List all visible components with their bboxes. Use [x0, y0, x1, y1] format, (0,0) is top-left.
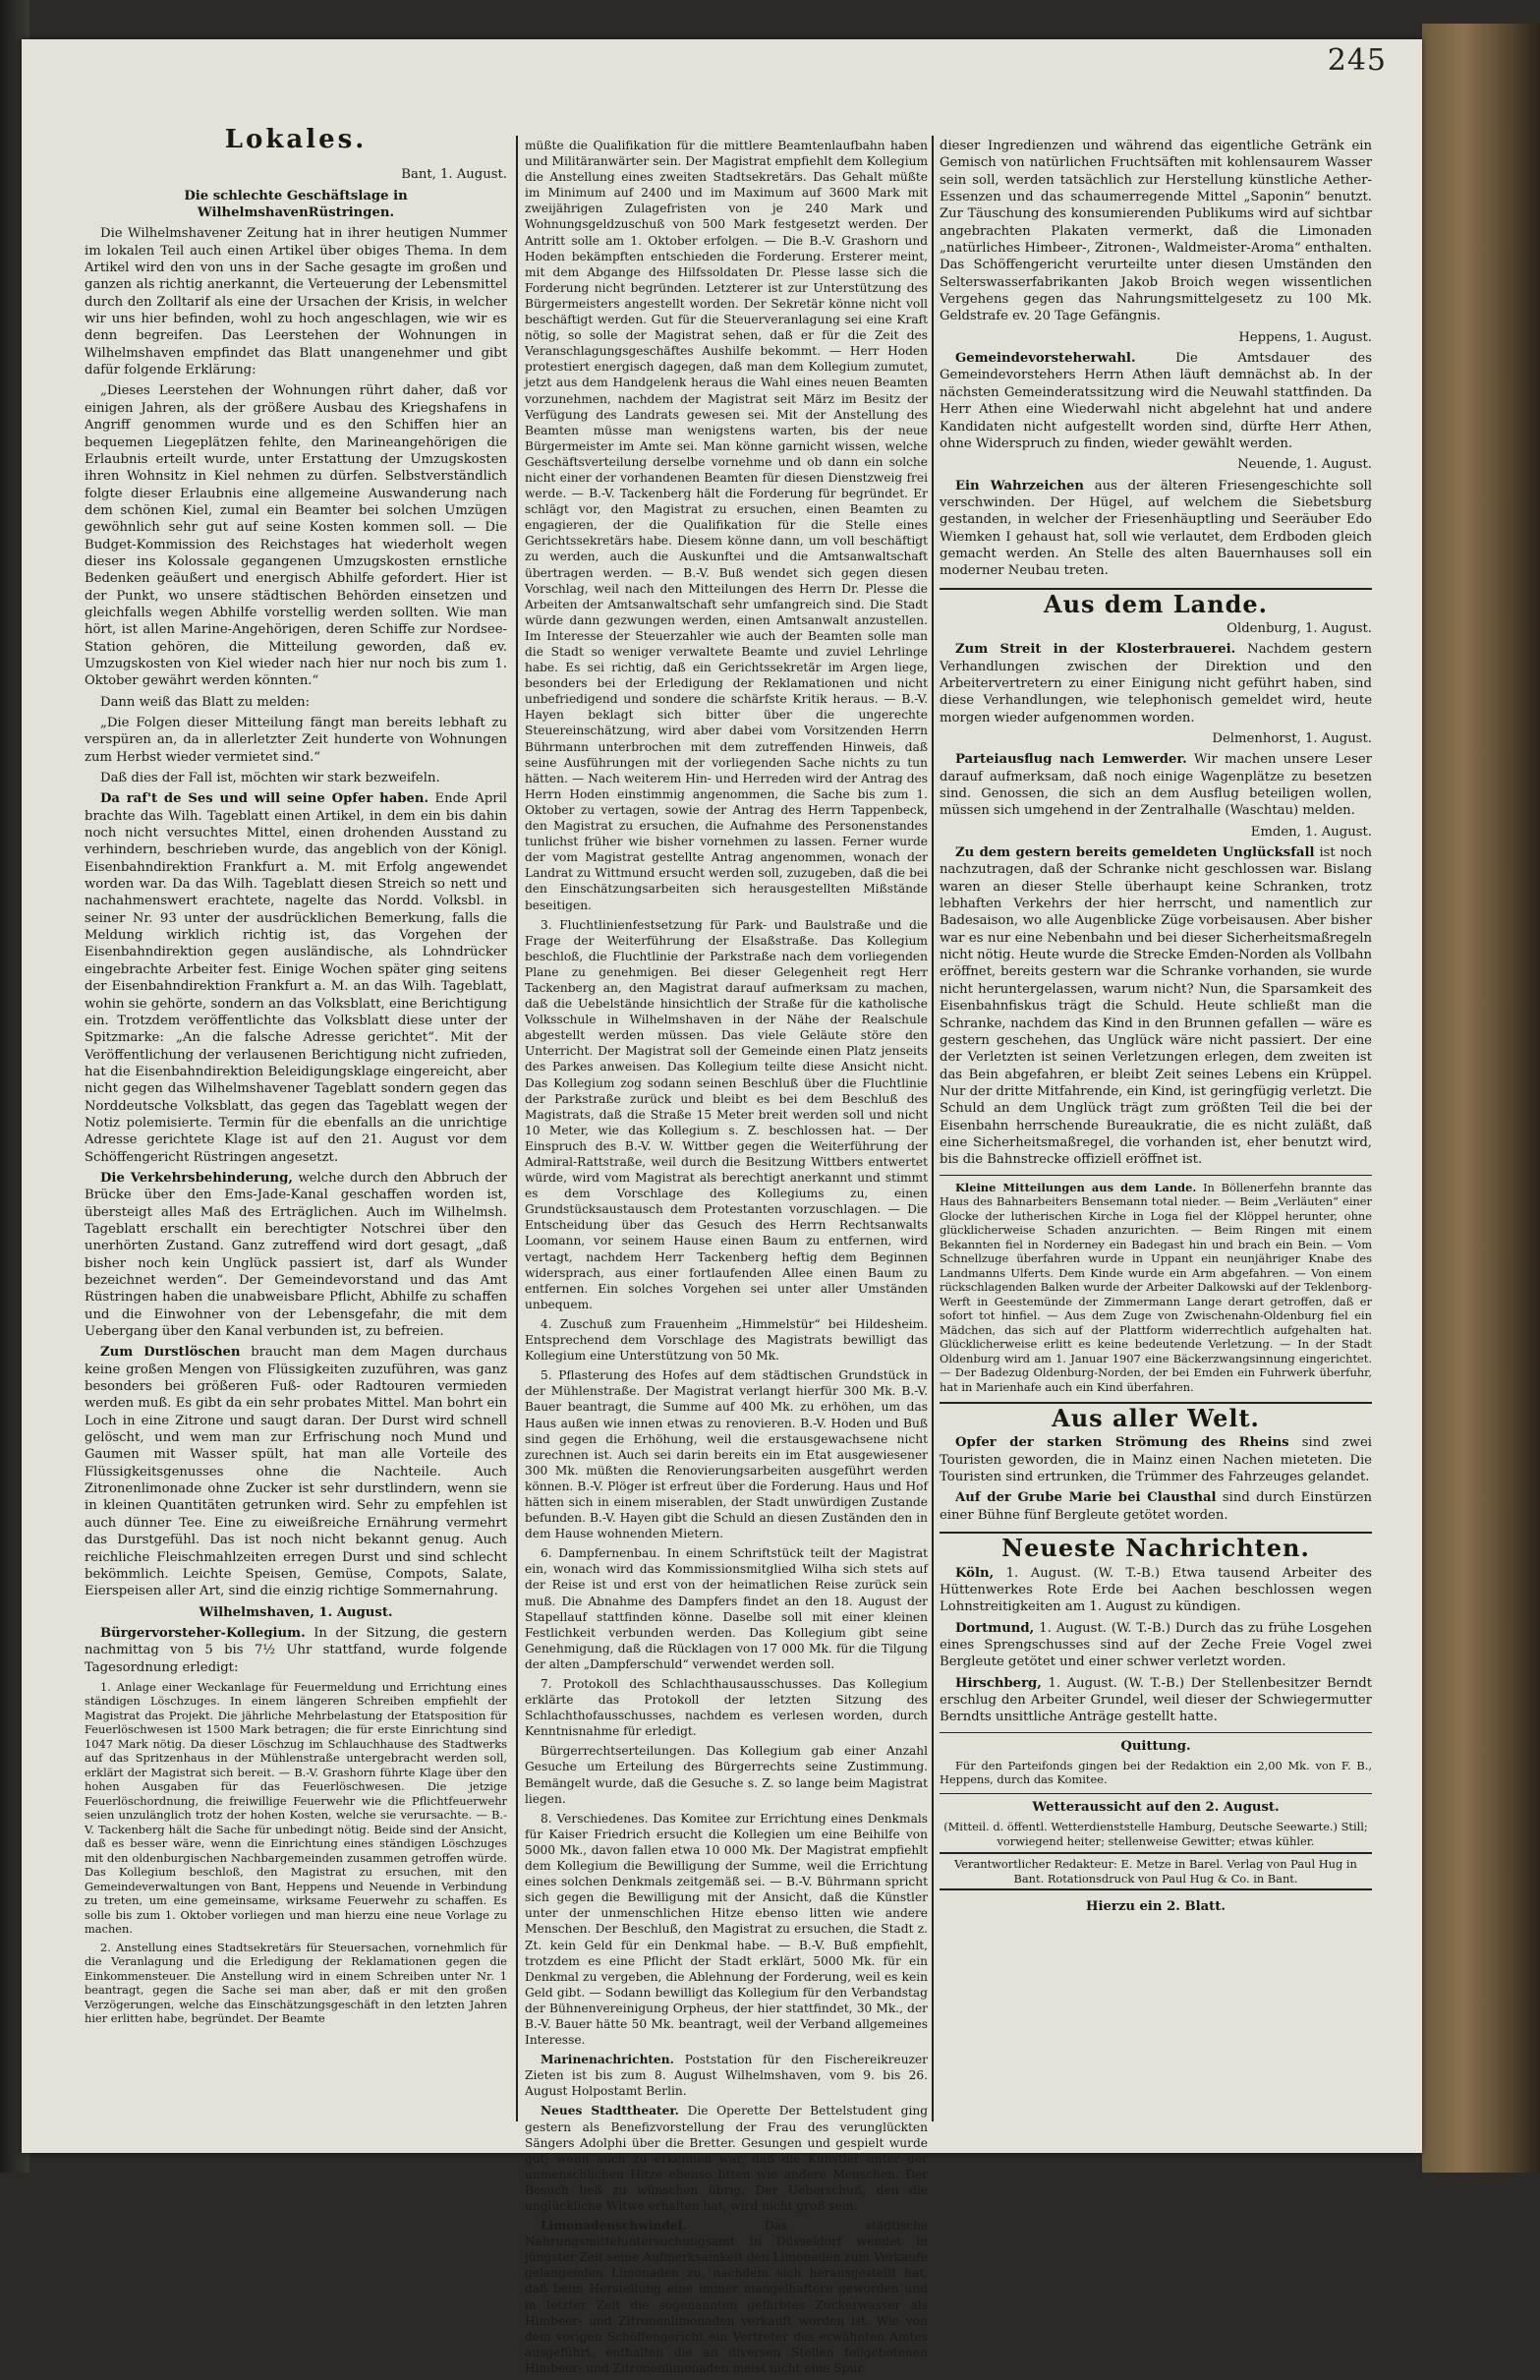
article-paragraph: 1. Anlage einer Weckanlage für Feuermeldung und Errichtung eines ständigen Löschzuges. In einem längeren Schreiben empfiehlt der Magistrat das Projekt. Die jährliche Mehrbelastung der Etatsposition für Feuerlöschwesen ist 1500 Mark betragen; die für erste Einrichtung sind 1047 Mark nötig. Da dieser Löschzug im Schlauchhause des Stadtwerks auf das Spritzenhaus in der Mühlenstraße untergebracht werden soll, erklärt der Magistrat sich bereit. — B.-V. Grashorn führte Klage über den hohen Ausgaben für das Feuerlöschwesen. Die jetzige Feuerlöschordnung, die freiwillige Feuerwehr wie die Pflichtfeuerwehr seien unzulänglich trotz der hohen Kosten, welche sie verursachte. — B.-V. Tackenberg hält die Sache für unbedingt nötig. Beide sind der Ansicht, daß es besser wäre, wenn die Einrichtung eines ständigen Löschzuges mit den oldenburgischen Nachbargemeinden zusammen getroffen würde. Das Kollegium beschloß, den Magistrat zu ersuchen, mit den Gemeindeverwaltungen von Bant, Heppens und Neuende in Verbindung zu treten, um eine gemeinsame, wirksame Feuerwehr zu schaffen. Es solle bis zum 1. Oktober vorliegen und man hierzu eine neue Vorlage zu machen. — [85, 1679, 507, 1937]
article-headline: Limonadenschwindel. — [541, 2219, 687, 2234]
article-headline: Dortmund, — [955, 1620, 1035, 1636]
article-headline: Köln, — [955, 1565, 995, 1581]
article-text: In der Sitzung, die gestern nachmittag von 5 bis 7½ Uhr stattfand, wurde folgende Tagesordnung erledigt: — [85, 1625, 507, 1675]
column-1 — [85, 126, 507, 2030]
article-text: aus der älteren Friesengeschichte soll verschwinden. Der Hügel, auf welchem die Siebetsburg gestanden, in welcher der Friesenhäuptling und Seeräuber Edo Wiemken I gehaust hat, soll wie verlautet, dem Erdboden gleich gemacht werden. An Stelle des alten Bauernhauses soll ein moderner Neubau treten. — [940, 478, 1372, 579]
column-rule-2 — [932, 136, 934, 2121]
imprint: Verantwortlicher Redakteur: E. Metze in Barel. Verlag von Paul Hug in Bant. Rotationsdruck von Paul Hug & Co. in Bant. — [940, 1852, 1372, 1890]
weather-heading: Wetteraussicht auf den 2. August. — [1032, 1799, 1280, 1815]
section-title-aus-dem-lande: Aus dem Lande. — [1043, 589, 1269, 618]
quittung-heading: Quittung. — [1120, 1738, 1191, 1754]
section-title-neueste-nachrichten: Neueste Nachrichten. — [1001, 1534, 1310, 1563]
article-headline: Kleine Mitteilungen aus dem Lande. — [955, 1180, 1197, 1194]
article-text: 1. August. (W. T.-B.) Durch das zu frühe Losgehen eines Sprengschusses sind auf der Zeche Freie Vogel zwei Bergleute getötet und einer schwer verletzt worden. — [940, 1620, 1372, 1670]
article-headline: Zum Streit in der Klosterbrauerei. — [955, 642, 1236, 658]
article-paragraph: Die Wilhelmshavener Zeitung hat in ihrer heutigen Nummer im lokalen Teil auch einen Artikel über obiges Thema. In dem Artikel wird den von uns in der Sache gesagte im großen und ganzen als richtig anerkannt, die Verteuerung der Lebensmittel durch den Zolltarif als eine der Ursachen der Krisis, in welcher wir uns hier befinden, wohl zu hoch angeschlagen, wie wir es denn begreifen. Das Leerstehen der Wohnungen in Wilhelmshaven empfindet das Blatt unangenehmer und gibt dafür folgende Erklärung: — [85, 226, 507, 378]
dateline: Oldenburg, 1. August. — [1226, 620, 1372, 636]
supplement-note: Hierzu ein 2. Blatt. — [1086, 1899, 1226, 1915]
quittung-text: Für den Parteifonds gingen bei der Redaktion ein 2,00 Mk. von F. B., Heppens, durch das Komitee. — [940, 1758, 1372, 1787]
article-headline: Marinenachrichten. — [541, 2053, 674, 2067]
dateline: Neuende, 1. August. — [1237, 457, 1372, 473]
dateline: Delmenhorst, 1. August. — [1212, 731, 1372, 746]
article-text: welche durch den Abbruch der Brücke über den Ems-Jade-Kanal geschaffen worden ist, übersteigt alles Maß des Erträglichen. Auch im Wilhelmsh. Tageblatt erschallt ein berechtigter Notschrei über den unerhörten Zustand. Ganz zutreffend wird dort gesagt, „daß bisher noch kein Unglück passiert ist, darf als Wunder bezeichnet werden“. Der Gemeindevorstand und das Amt Rüstringen haben die unabweisbare Pflicht, Abhilfe zu schaffen und die Einwohner von der Lebensgefahr, die mit dem Uebergang über den Kanal verbunden ist, zu befreien. — [85, 1170, 507, 1340]
section-rule — [940, 1175, 1372, 1176]
dateline: Bant, 1. August. — [401, 167, 507, 183]
column-rule-1 — [516, 136, 518, 2121]
article-paragraph: 3. Fluchtlinienfestsetzung für Park- und Baulstraße und die Frage der Weiterführung der Elsaßstraße. Das Kollegium beschloß, die Fluchtlinie der Parkstraße nach dem vorliegenden Plane zu genehmigen. Bei dieser Gelegenheit regt Herr Tackenberg an, den Magistrat darauf aufmerksam zu machen, daß die Uebelstände hinsichtlich der Straße für die katholische Volksschule in Wilhelmshaven in der Nähe der Realschule abgestellt werden müssen. Das viele Geläute störe den Unterricht. Der Magistrat soll der Gemeinde einen Platz jenseits des Parkes anweisen. Das Kollegium teilte diese Ansicht nicht. Das Kollegium zog sodann seinen Beschluß über die Fluchtlinie der Parkstraße zurück und bleibt es bei dem Beschluß des Magistrats, daß die Straße 15 Meter breit werden soll und nicht 10 Meter, wie das Kollegium s. Z. beschlossen hat. — Der Einspruch des B.-V. W. Wittber gegen die Weiterführung der Admiral-Rattstraße, weil durch die Besitzung Wittbers entwertet würde, wird vom Magistrat als berechtigt anerkannt und stimmt es dem Vorschlage des Kollegiums zu, einen Grundstücksaustausch dem Protestanten vorzuschlagen. — Die Entscheidung über das Gesuch des Herrn Rechtsanwalts Loomann, vor seinem Hause einen Baum zu entfernen, wird vertagt, nachdem Herr Tackenberg heftig dem Beginnen widersprach, aus einer fortlaufenden Allee einen Baum zu entfernen. Ein solches Vorgehen sei unter aller Umständen unbequem. — [525, 917, 928, 1311]
article-headline: Da raf't de Ses und will seine Opfer haben. — [100, 791, 429, 807]
article-headline: Bürgervorsteher-Kollegium. — [100, 1625, 306, 1641]
article-headline: Die Verkehrsbehinderung, — [100, 1170, 293, 1186]
article-text: Wir machen unsere Leser darauf aufmerksam, daß noch einige Wagenplätze zu besetzen sind. Genossen, die sich an dem Ausflug beteiligen wollen, müssen sich umgehend in der Zentralhalle (Waschtau) melden. — [940, 752, 1372, 819]
article-headline: Neues Stadttheater. — [541, 2104, 679, 2119]
dateline: Heppens, 1. August. — [1238, 329, 1372, 345]
article-paragraph: 4. Zuschuß zum Frauenheim „Himmelstür“ bei Hildesheim. Entsprechend dem Vorschlage des Magistrats bewilligt das Kollegium eine Unterstützung von 50 Mk. — [525, 1316, 928, 1364]
column-2 — [525, 138, 928, 2380]
article-quote: „Dieses Leerstehen der Wohnungen rührt daher, daß vor einigen Jahren, als der größere Ausbau des Kriegshafens in Angriff genommen wurde und es den Schiffen hier an bequemen Liegeplätzen fehlte, den Marineangehörigen die Erlaubnis erteilt wurde, unter Erstattung der Umzugskosten ihren Wohnsitz in Kiel nehmen zu dürfen. Selbstverständlich folgte dieser Erlaubnis eine allgemeine Auswanderung nach dem schönen Kiel, zumal ein Beamter bei solchen Umzügen gewöhnlich sehr gut auf seine Kosten kommen soll. — Die Budget-Kommission des Reichstages hat wiederholt wegen dieser ins Kolossale gegangenen Umzugskosten ernstliche Bedenken geäußert und energisch Abhilfe gefordert. Hier ist der Punkt, wo unsere städtischen Behörden einsetzen und gleichfalls wegen Abhilfe vorstellig werden sollten. Wie man hört, ist allen Marine-Angehörigen, deren Schiffe zur Nordsee-Station gehören, die Mitteilung geworden, daß ev. Umzugskosten von Kiel wieder nach hier nur noch bis zum 1. Oktober gewährt werden könnten.“ — [85, 383, 507, 689]
dateline: Wilhelmshaven, 1. August. — [199, 1604, 393, 1620]
article-paragraph: dieser Ingredienzen und während das eigentliche Getränk ein Gemisch von natürlichen Fruchtsäften mit kohlensaurem Wasser sein soll, werden tatsächlich zur Herstellung künstliche Aether-Essenzen und das schaumerregende Mittel „Saponin“ benutzt. Zur Täuschung des konsumierenden Publikums wird auf sichtbar angebrachten Plakaten vermerkt, daß die Limonaden „natürliches Himbeer-, Zitronen-, Waldmeister-Aroma“ enthalten. Das Schöffengericht verurteilte unter diesen Umständen den Selterswasserfabrikanten Jakob Broich wegen wissentlichen Vergehens gegen das Nahrungsmittelgesetz zu 100 Mk. Geldstrafe ev. 20 Tage Gefängnis. — [940, 139, 1372, 324]
article-headline: Opfer der starken Strömung des Rheins — [955, 1435, 1289, 1451]
article-text: In Böllenerfehn brannte das Haus des Bahnarbeiters Bensemann total nieder. — Beim „Verläuten“ einer Glocke der lutherischen Kirche in Loga fiel der Klöppel herunter, ohne glücklicherweise Schaden anzurichten. — Beim Ringen mit einem Bekannten fiel in Norderney ein Badegast hin und brach ein Bein. — Vom Schnellzuge überfahren wurde in Uppant ein neunjähriger Knabe des Landmanns Ulferts. Dem Kinde wurde ein Arm abgefahren. — Von einem rückschlagenden Balken wurde der Arbeiter Dalkowski auf der Teklenborg-Werft in Geestemünde der Zimmermann Lange derart getroffen, daß er sofort tot hinfiel. — Aus dem Zuge von Zwischenahn-Oldenburg fiel ein Mädchen, das sich auf der Plattform widerrechtlich aufgehalten hat. Glücklicherweise erlitt es keine bedeutende Verletzung. — In der Stadt Oldenburg wird am 1. Januar 1907 eine Bäckerzwangsinnung eingerichtet. — Der Badezug Oldenburg-Norden, der bei Emden ein Fuhrwerk überfuhr, hat in Marienhafe auch ein Kind überfahren. — [940, 1180, 1372, 1394]
article-paragraph: 2. Anstellung eines Stadtsekretärs für Steuersachen, vornehmlich für die Veranlagung und die Erledigung der Reklamationen gegen die Einkommensteuer. Die Anstellung wird in einem Schreiben unter Nr. 1 beantragt, gegen die Sache sei man aber, daß er mit den großen Verzögerungen, welche das Einschätzungsgeschäft in den letzten Jahren hier erlitten habe, begründet. Der Beamte — [85, 1940, 507, 2026]
article-text: braucht man dem Magen durchaus keine großen Mengen von Flüssigkeiten zuzuführen, was ganz besonders bei größeren Fuß- oder Radtouren vermieden werden muß. Es gibt da ein sehr probates Mittel. Man bohrt ein Loch in eine Zitrone und saugt daran. Der Durst wird schnell gelöscht, und wem man zur Erfrischung noch Mund und Gaumen mit Wasser spült, hat man alle Vorteile des Flüssigkeitsgenusses ohne die Nachteile. Auch Zitronenlimonade ohne Zucker ist sehr durstlindern, wenn sie in kleinen Quantitäten getrunken wird. Sehr zu empfehlen ist auch dünner Tee. Eine zu eiweißreiche Ernährung vermehrt das Durstgefühl. Das ist noch nicht bekannt genug. Auch reichliche Fleischmahlzeiten erregen Durst und sind schlecht bekömmlich. Leichte Speisen, Gemüse, Compots, Salate, Eierspeisen aller Art, sind die einzig richtige Sommernahrung. — [85, 1345, 507, 1599]
dateline: Emden, 1. August. — [1250, 824, 1372, 840]
article-headline: Gemeindevorsteherwahl. — [955, 351, 1136, 367]
article-text: 1. August. (W. T.-B.) Etwa tausend Arbeiter des Hüttenwerkes Rote Erde bei Aachen beschlossen wegen Lohnstreitigkeiten am 1. August zu kündigen. — [940, 1565, 1372, 1615]
article-text: ist noch nachzutragen, daß der Schranke nicht geschlossen war. Bislang waren an dieser Stelle überhaupt keine Schranken, trotz lebhaften Verkehrs der hier herrscht, und namentlich zur Badesaison, wo alle Augenblicke Züge vorbeisausen. Aber bisher war es nur eine Nebenbahn und bei dieser Sicherheitsmaßregeln nicht nötig. Heute wurde die Strecke Emden-Norden als Vollbahn eröffnet, bereits gestern war die Schranke vorhanden, sie wurde nicht heruntergelassen, warum nicht? Nun, die Sparsamkeit des Eisenbahnfiskus trägt die Schuld. Heute schließt man die Schranke, nachdem das Kind in den Brunnen gefallen — wäre es gestern geschehen, das Unglück wäre nicht passiert. Der eine der Verletzten ist seinen Verletzungen erlegen, dem zweiten ist das Bein abgefahren, er bleibt Zeit seines Lebens ein Krüppel. Nur der dritte Mitfahrende, ein Kind, ist geringfügig verletzt. Die Schuld an dem Unglück trägt zum größten Teil die bei der Eisenbahn herrschende Bureaukratie, die es nicht zuläßt, daß eine Sicherheitsmaßregel, die vorhanden ist, eher benutzt wird, bis die Bahnstrecke offiziell eröffnet ist. — [940, 845, 1373, 1168]
article-quote: „Die Folgen dieser Mitteilung fängt man bereits lebhaft zu verspüren an, da in allerletzter Zeit hunderte von Wohnungen zum Herbst wieder vermietet sind.“ — [85, 716, 507, 765]
article-headline: Hirschberg, — [955, 1675, 1042, 1691]
article-text: Nachdem gestern Verhandlungen zwischen der Direktion und den Arbeitervertretern zu einer Einigung nicht geführt haben, sind diese Verhandlungen, wie telephonisch gemeldet wird, heute morgen wieder aufgenommen worden. — [940, 642, 1373, 726]
article-paragraph: Bürgerrechtserteilungen. Das Kollegium gab einer Anzahl Gesuche um Erteilung des Bürgerrechts seine Zustimmung. Bemängelt wurde, daß die Gesuche s. Z. so lange beim Magistrat liegen. — [525, 1744, 928, 1806]
article-text: sind zwei Touristen geworden, die in Mainz einen Nachen mieteten. Die Touristen sind ertrunken, die Trümmer des Fahrzeuges gelandet. — [940, 1435, 1372, 1485]
article-paragraph: 8. Verschiedenes. Das Komitee zur Errichtung eines Denkmals für Kaiser Friedrich ersucht die Kollegien um eine Beihilfe von 5000 Mk., davon fallen etwa 10 000 Mk. Der Magistrat empfiehlt dem Kollegium die Bewilligung der Summe, weil die Errichtung eines solchen Denkmals zeitgemäß sei. — B.-V. Bührmann spricht sich gegen die Bewilligung mit der Ansicht, daß die Künstler unter der unmenschlichen Hitze ebenso litten wie andere Menschen. Der Beschluß, den Magistrat zu ersuchen, die Stadt z. Zt. kein Geld für ein Denkmal habe. — B.-V. Buß empfiehlt, trotzdem es eine Pflicht der Stadt erklärt, 5000 Mk. für ein Denkmal zu vergeben, die Ablehnung der Forderung, weil es kein Geld gibt. — Sodann bewilligt das Kollegium für den Verbandstag der Bühnenvereinigung Orpheus, der hier stattfindet, 30 Mk., der B.-V. Bauer hätte 50 Mk. beantragt, weil der Verband allgemeines Interesse. — [525, 1811, 928, 2048]
book-spine — [1422, 24, 1540, 2173]
page-number: 245 — [1327, 43, 1387, 78]
section-title-lokales: Lokales. — [224, 125, 368, 154]
article-headline: Zum Durstlöschen — [100, 1345, 241, 1361]
article-paragraph: müßte die Qualifikation für die mittlere Beamtenlaufbahn haben und Militäranwärter sein. Der Magistrat empfiehlt dem Kollegium die Anstellung eines zweiten Stadtsekretärs. Das Gehalt müßte im Minimum auf 2400 und im Maximum auf 3600 Mark mit zweijährigen Zulagefristen von je 240 Mark und Wohnungsgeldzuschuß von 500 Mark festgesetzt werden. Der Antritt solle am 1. Oktober erfolgen. — Die B.-V. Grashorn und Hoden bekämpften entschieden die Forderung. Ersterer meint, mit dem Abgange des Hilfssoldaten Dr. Plesse lasse sich die Forderung nicht begründen. Letzterer ist zur Unterstützung des Bürgermeisters angestellt worden. Der Sekretär könne nicht voll beschäftigt werden. Gut für die Steuerveranlagung sei eine Kraft nötig, so solle der Magistrat sehen, daß er für die Zeit des Veranschlagungsgeschäftes Aushilfe bekommt. — Herr Hoden protestiert energisch dagegen, daß man dem Kollegium zumutet, jetzt aus dem Handgelenk heraus die Wahl eines neuen Beamten vorzunehmen, nachdem der Magistrat seit März im Besitz der Verfügung des Landrats gewesen sei. Mit der Anstellung des Beamten müsse man wenigstens warten, bis der neue Bürgermeister im Amte sei. Man könne garnicht wissen, welche Geschäftsverteilung derselbe vornehme und ob dann ein solche nicht einer der vorhandenen Beamten für diesen Dienstzweig frei werde. — B.-V. Tackenberg hält die Forderung für begründet. Er schlägt vor, den Magistrat zu ersuchen, einen Beamten zu engagieren, der die Qualifikation für die Stelle eines Gerichtssekretärs habe. Diesem könne dann, um voll beschäftigt zu werden, auch die Auskunftei und die Amtsanwaltschaft übertragen werden. — B.-V. Buß wendet sich gegen diesen Vorschlag, weil nach den Mitteilungen des Herrn Dr. Plesse die Arbeiten der Amtsanwaltschaft sehr umfangreich sind. Die Stadt würde dann gezwungen werden, einen Amtsanwalt anzustellen. Im Interesse der Steuerzahler wie auch der Beamten solle man die Stadt so weniger verwaltete Beamte und zuviel Lehrlinge habe. Es sei richtig, daß ein Gerichtssekretär im Argen liege, besonders bei der Erledigung der Reklamationen und nicht unbefriedigend und sondere die schärfste Kritik heraus. — B.-V. Hayen beklagt sich bitter über die ungerechte Steuereinschätzung, wird aber dabei vom Vorsitzenden Herrn Bührmann unterbrochen mit dem zutreffenden Hinweis, daß seine Ausführungen mit der vorliegenden Sache nichts zu tun hätten. — Nach weiterem Hin- und Herreden wird der Antrag des Herrn Hoden einstimmig angenommen, die Sache bis zum 1. Oktober zu vertagen, sowie der Antrag des Herrn Tappenbeck, den Magistrat zu ersuchen, die Aufnahme des Personenstandes tunlichst früher wie bisher vornehmen zu lassen. Ferner wurde der vom Magistrat gestellte Antrag angenommen, wonach der Landrat zu Wittmund ersucht werden soll, zuzugeben, daß die bei den Einschätzungsarbeiten sich herausgestellten Mißstände beseitigen. — [525, 139, 928, 912]
article-headline: Parteiausflug nach Lemwerder. — [955, 752, 1187, 768]
article-paragraph: Dann weiß das Blatt zu melden: — [100, 694, 311, 710]
article-text: Ende April brachte das Wilh. Tageblatt einen Artikel, in dem ein bis dahin noch nicht versuchtes Mittel, einen drohenden Ausstand zu verhindern, beschrieben wurde, das angeblich von der Königl. Eisenbahndirektion Frankfurt a. M. mit Erfolg angewendet worden war. Da das Wilh. Tageblatt diesen Streich so nett und nachahmenswert erachtete, nagelte das Nordd. Volksbl. in seiner Nr. 93 unter der ausdrücklichen Bemerkung, falls die Meldung wirklich richtig ist, das Vorgehen der Eisenbahndirektion gegen ausländische, als Lohndrücker eingebrachte Arbeiter fest. Einige Wochen später ging seitens der Eisenbahndirektion Frankfurt a. M. an das Wilh. Tageblatt, wohin sie gehörte, sondern an das Volksblatt, eine Berichtigung ein. Trotzdem veröffentlichte das Volksblatt diese unter der Spitzmarke: „An die falsche Adresse gerichtet“. Mit der Veröffentlichung der verlausenen Berichtigung nicht zufrieden, hat die Eisenbahndirektion Beleidigungsklage eingereicht, aber nicht gegen das Wilhelmshavener Tageblatt sondern gegen das Norddeutsche Volksblatt, das gegen das Tageblatt wegen der Notiz polemisierte. Termin für die ebenfalls an die unrichtige Adresse gerichtete Klage ist auf den 21. August vor dem Schöffengericht Rüstringen angesetzt. — [85, 791, 507, 1165]
section-rule — [940, 1732, 1372, 1733]
weather-text: (Mitteil. d. öffentl. Wetterdienststelle Hamburg, Deutsche Seewarte.) Still; vorwiegend heiter; stellenweise Gewitter; etwas kühler. — [943, 1820, 1368, 1848]
article-text: Poststation für den Fischereikreuzer Zieten ist bis zum 8. August Wilhelmshaven, vom 9. bis 26. August Holpostamt Berlin. — [525, 2053, 929, 2099]
article-text: Die Amtsdauer des Gemeindevorstehers Herrn Athen läuft demnächst ab. In der nächsten Gemeinderatssitzung wird die Neuwahl stattfinden. Da Herr Athen eine Wiederwahl nicht abgelehnt hat und andere Kandidaten nicht aufgestellt worden sind, dürfte Herr Athen, ohne Widerspruch zu finden, wieder gewählt werden. — [940, 351, 1372, 451]
article-headline: Zu dem gestern bereits gemeldeten Unglücksfall — [955, 845, 1315, 861]
article-paragraph: 6. Dampfernenbau. In einem Schriftstück teilt der Magistrat ein, wonach wird das Kommissionsmitglied Wilha sich stets auf der Reise ist und erst von der heimatlichen Reise zurück sein muß. Die Abnahme des Dampfers findet an den 18. August der Stapellauf stattfinden könne. Daselbe soll mit einer kleinen Festlichkeit verbunden werden. Das Kollegium gibt seine Genehmigung, daß die Rücklagen von 17 000 Mk. für die Tilgung der alten „Dampferschuld“ verwendet werden soll. — [525, 1546, 928, 1671]
article-paragraph: Daß dies der Fall ist, möchten wir stark bezweifeln. — [100, 771, 440, 786]
article-text: 1. August. (W. T.-B.) Der Stellenbesitzer Berndt erschlug den Arbeiter Grundel, weil dieser der Schwiegermutter Berndts unsittliche Anträge gestellt hatte. — [940, 1675, 1373, 1725]
article-paragraph: 7. Protokoll des Schlachthausausschusses. Das Kollegium erklärte das Protokoll der letzten Sitzung des Schlachthofausschusses, nachdem es verlesen worden, durch Kenntnisnahme für erledigt. — [525, 1677, 928, 1739]
article-headline: Auf der Grube Marie bei Clausthal — [955, 1490, 1217, 1506]
section-title-aus-aller-welt: Aus aller Welt. — [1052, 1404, 1260, 1433]
article-paragraph: 5. Pflasterung des Hofes auf dem städtischen Grundstück in der Mühlenstraße. Der Magistrat verlangt hierfür 300 Mk. B.-V. Bauer beantragt, die Summe auf 400 Mk. zu erhöhen, um das Haus außen wie innen etwas zu renovieren. B.-V. Hoden und Buß sind gegen die Erhöhung, weil die erstausgewachsene nicht zurechnen ist. Auch sei darin bereits ein im Etat ausgewiesener 300 Mk. müßten die Renovierungsarbeiten ausgeführt werden können. B.-V. Plöger ist erfreut über die Forderung. Haus und Hof hätten sich in einem miserablen, der Stadt unwürdigen Zustande befunden. B.-V. Hayen gibt die Schuld an diesen Zuständen den in dem Hause wohnenden Mietern. — [525, 1368, 928, 1541]
article-headline: Die schlechte Geschäftslage in WilhelmshavenRüstringen. — [184, 188, 408, 221]
column-3 — [940, 138, 1372, 1919]
article-text: sind durch Einstürzen einer Bühne fünf Bergleute getötet worden. — [940, 1490, 1373, 1523]
newspaper-page — [22, 39, 1422, 2375]
article-text: Die Operette Der Bettelstudent ging gestern als Benefizvorstellung der Frau des verunglückten Sängers Adolphi über die Bretter. Gesungen und gespielt wurde gut; wenn auch zu erkennen war, daß die Künstler unter der unmenschlichen Hitze ebenso litten wie andere Menschen. Der Besuch ließ zu wünschen übrig. Der Ueberschuß, den die unglückliche Witwe erhalten hat, wird nicht groß sein. — [525, 2104, 929, 2213]
section-rule — [940, 1793, 1372, 1794]
article-headline: Ein Wahrzeichen — [955, 478, 1085, 493]
article-text: Das städtische Nahrungsmitteluntersuchungsamt in Düsseldorf wendet in jüngster Zeit seine Aufmerksamkeit den Limonaden zum Verkaufe gelangenden Limonaden zu, nachdem sich herausgestellt hat, daß beim Herstellung eine immer mangelhaftere geworden und in letzter Zeit die sogenannten gefärbtes Zuckerwasser als Himbeer- und Zitronenlimonaden verkauft worden ist. Wie von dem vorigen Schöffengericht ein Vertreter des erwähnten Amtes ausgeführt, enthalten die an diversen Stellen feilgebotenen Himbeer- und Zitronenlimonaden meist nicht eine Spur — [525, 2219, 929, 2375]
